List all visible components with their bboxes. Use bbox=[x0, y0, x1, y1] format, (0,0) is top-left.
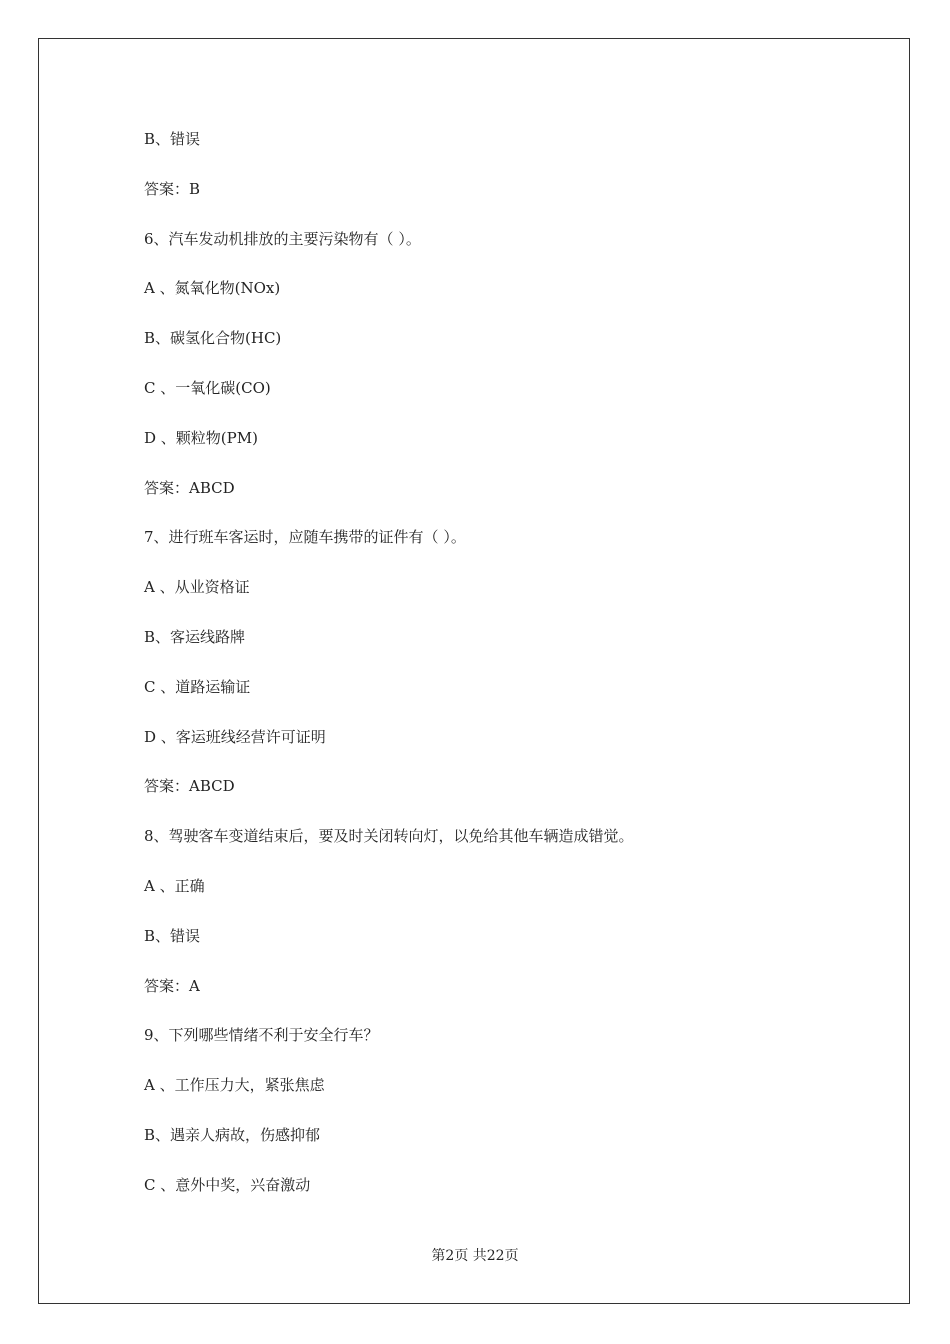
page-footer: 第2页 共22页 bbox=[431, 1248, 519, 1264]
option-a: A 、工作压力大，紧张焦虑 bbox=[144, 1076, 325, 1095]
option-b: B、客运线路牌 bbox=[144, 627, 246, 646]
option-a: A 、氮氧化物(NOx) bbox=[144, 279, 281, 298]
option-b: B、遇亲人病故，伤感抑郁 bbox=[144, 1125, 321, 1144]
option-c: C 、一氧化碳(CO) bbox=[144, 378, 271, 397]
option-b: B、错误 bbox=[144, 130, 201, 148]
answer: 答案：B bbox=[144, 179, 201, 198]
question-6: 6、汽车发动机排放的主要污染物有（ ）。 bbox=[144, 229, 421, 248]
option-a: A 、从业资格证 bbox=[144, 578, 250, 597]
option-b: B、碳氢化合物(HC) bbox=[144, 329, 282, 348]
question-9: 9、下列哪些情绪不利于安全行车？ bbox=[144, 1026, 379, 1045]
answer: 答案：ABCD bbox=[144, 478, 235, 497]
option-c: C 、道路运输证 bbox=[144, 677, 251, 696]
question-8: 8、驾驶客车变道结束后，要及时关闭转向灯，以免给其他车辆造成错觉。 bbox=[144, 827, 634, 846]
option-d: D 、客运班线经营许可证明 bbox=[144, 727, 326, 746]
document-body bbox=[144, 124, 884, 1220]
question-7: 7、进行班车客运时，应随车携带的证件有（ ）。 bbox=[144, 528, 466, 547]
answer: 答案：A bbox=[144, 976, 200, 995]
answer: 答案：ABCD bbox=[144, 777, 235, 796]
option-b: B、错误 bbox=[144, 926, 201, 945]
option-c: C 、意外中奖，兴奋激动 bbox=[144, 1175, 311, 1194]
option-a: A 、正确 bbox=[144, 876, 205, 895]
option-d: D 、颗粒物(PM) bbox=[144, 428, 258, 447]
